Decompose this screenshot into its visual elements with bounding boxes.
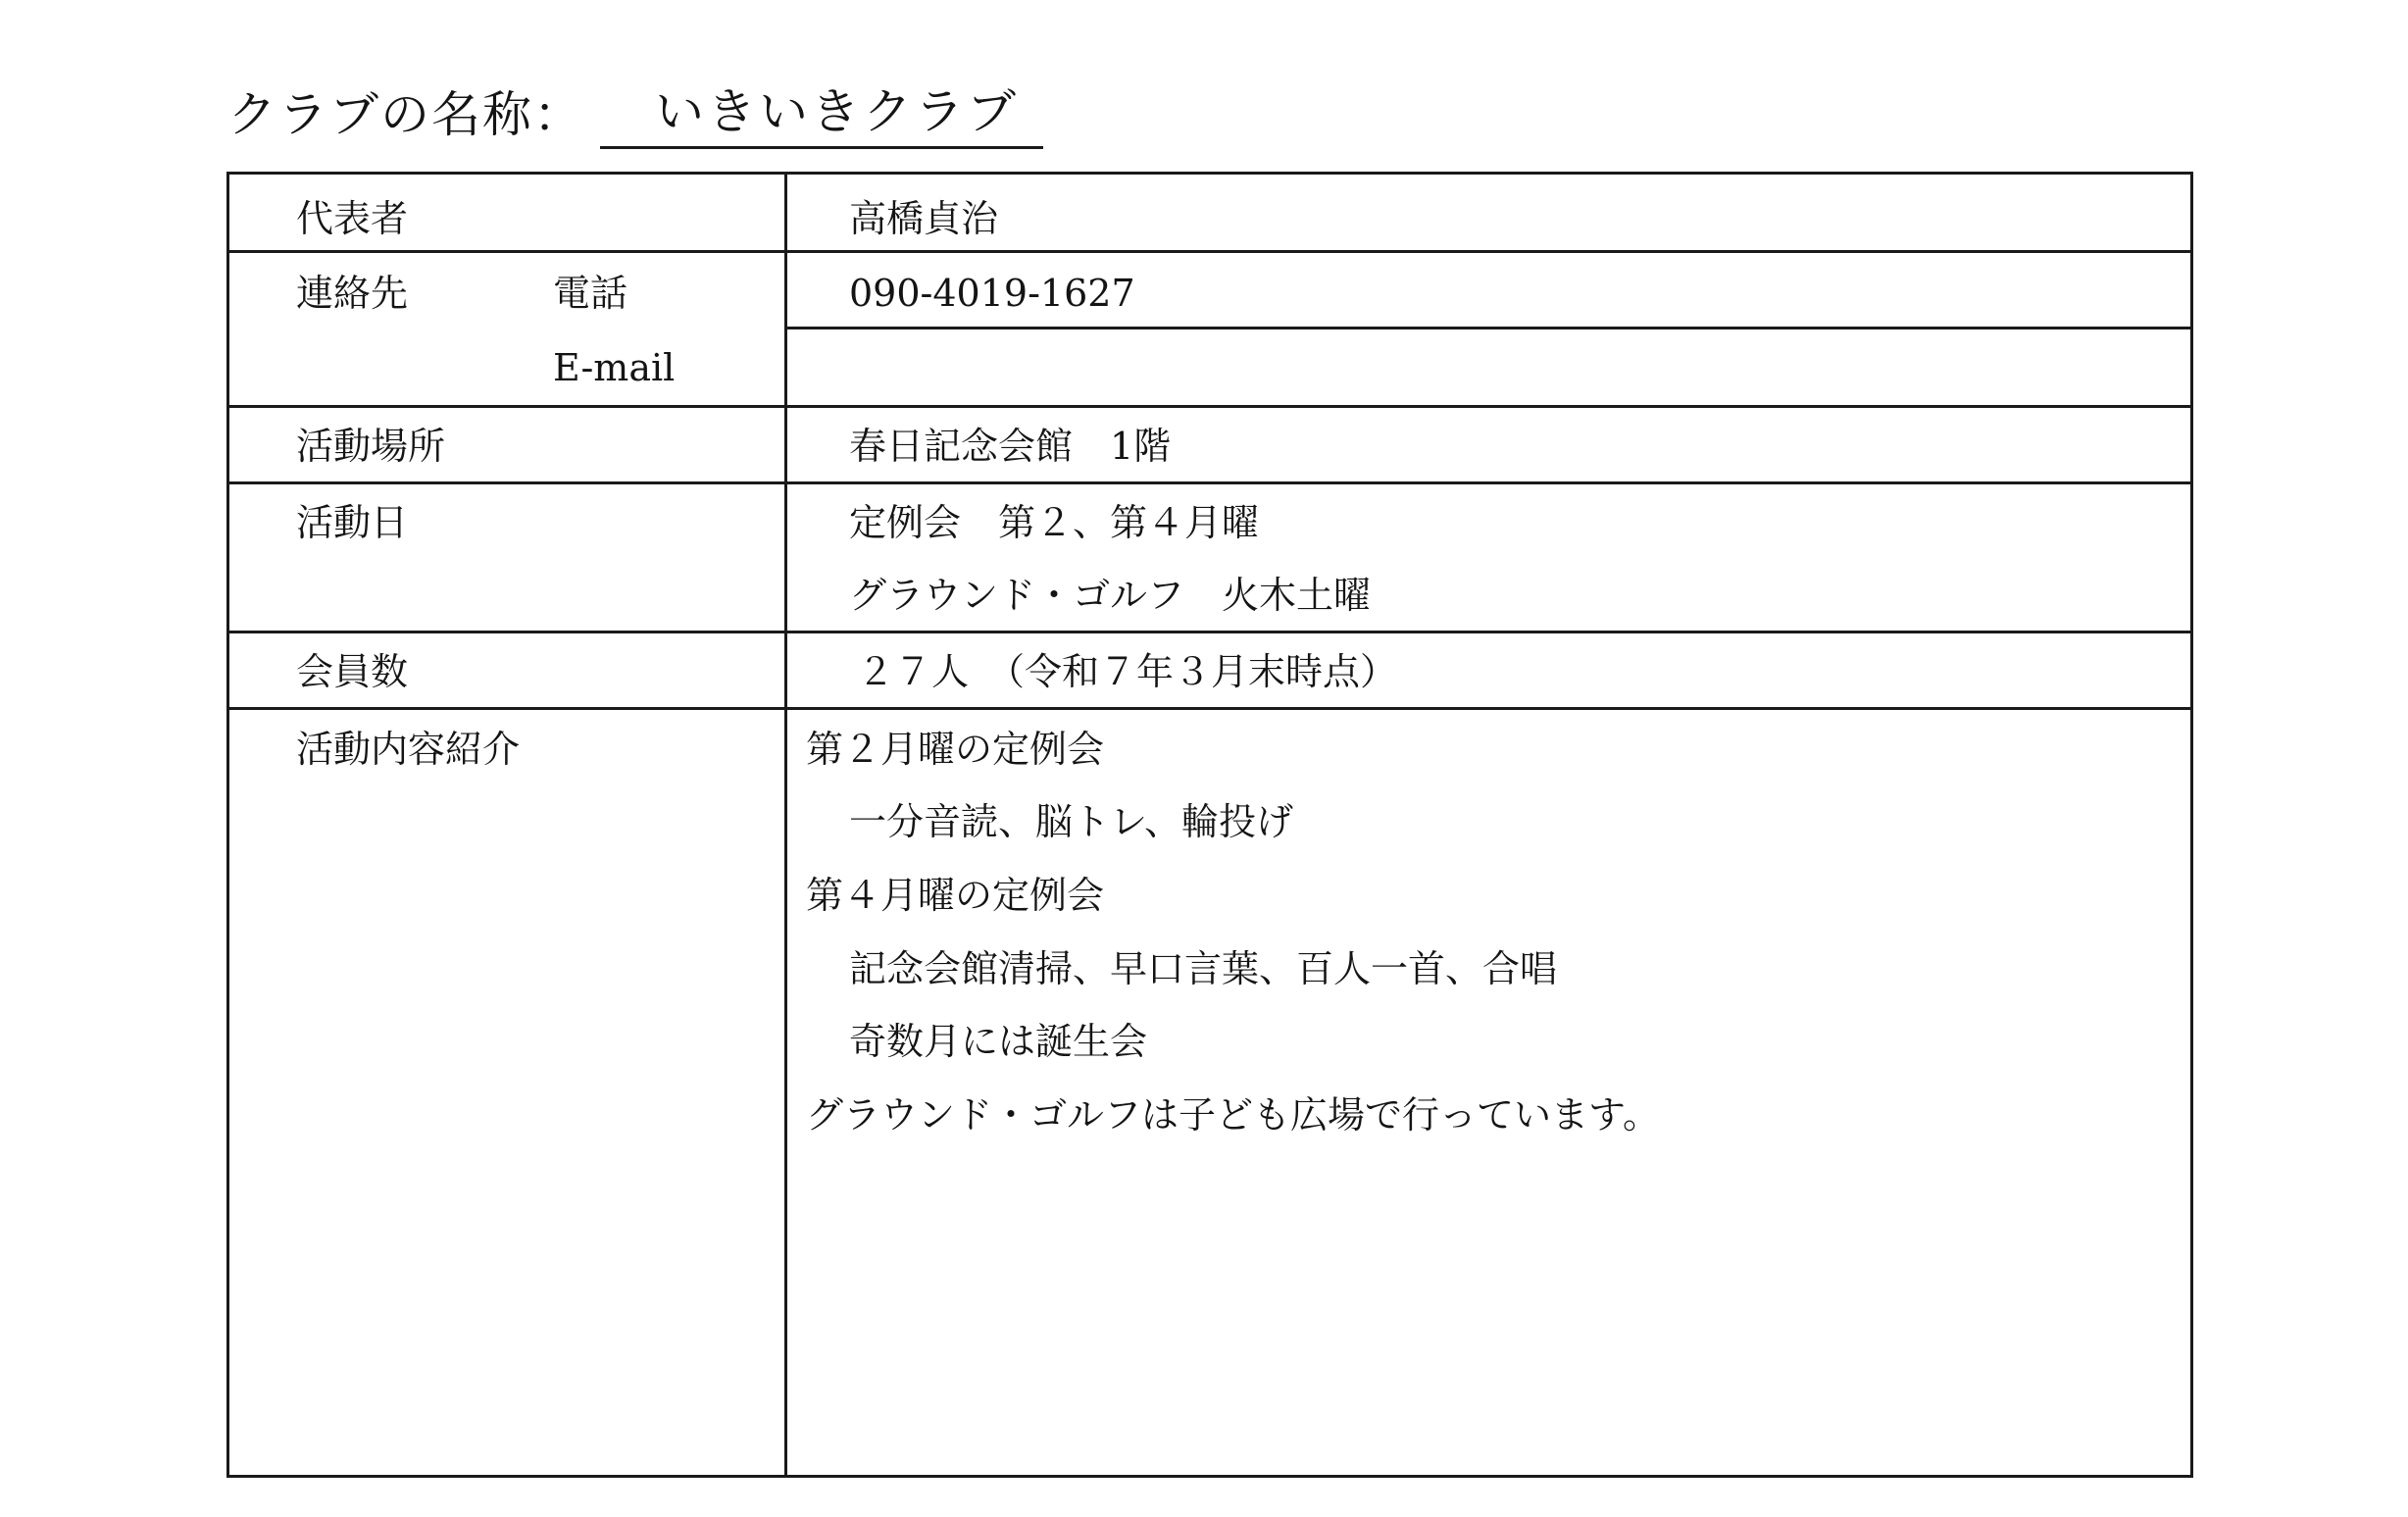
activity-days-line: グラウンド・ゴルフ 火木土曜: [849, 574, 1372, 617]
club-name-heading: [227, 71, 1043, 149]
location-value: 春日記念会館 1階: [849, 425, 1172, 468]
description-line: 一分音読、脳トレ、輪投げ: [849, 800, 1293, 843]
description-line: 記念会館清掃、早口言葉、百人一首、合唱: [849, 947, 1558, 990]
members-label: 会員数: [296, 650, 409, 693]
club-name-value: いきいきクラブ: [600, 77, 1043, 149]
activity-days-label: 活動日: [296, 501, 409, 544]
description-line: 第４月曜の定例会: [806, 874, 1105, 917]
club-name-label: クラブの名称：: [227, 86, 584, 143]
row-divider: [229, 250, 2190, 253]
row-divider: [229, 481, 2190, 484]
phone-value: 090-4019-1627: [849, 272, 1135, 315]
email-label: E-mail: [553, 346, 676, 389]
club-info-table: [226, 172, 2193, 1478]
representative-value: 高橋貞治: [849, 197, 999, 240]
description-line: 第２月曜の定例会: [806, 728, 1105, 771]
phone-label: 電話: [553, 272, 628, 315]
row-divider: [229, 631, 2190, 633]
row-divider: [229, 707, 2190, 710]
activity-days-line: 定例会 第２、第４月曜: [849, 501, 1260, 544]
location-label: 活動場所: [296, 425, 446, 468]
description-line: 奇数月には誕生会: [849, 1020, 1148, 1063]
row-divider: [229, 405, 2190, 408]
column-divider: [784, 175, 787, 1475]
representative-label: 代表者: [296, 197, 409, 240]
row-divider: [784, 327, 2190, 329]
description-line: グラウンド・ゴルフは子ども広場で行っています。: [806, 1093, 1660, 1137]
description-label: 活動内容紹介: [296, 728, 521, 771]
contact-label: 連絡先: [296, 272, 409, 315]
members-value: ２７人 （令和７年３月末時点）: [857, 650, 1398, 693]
